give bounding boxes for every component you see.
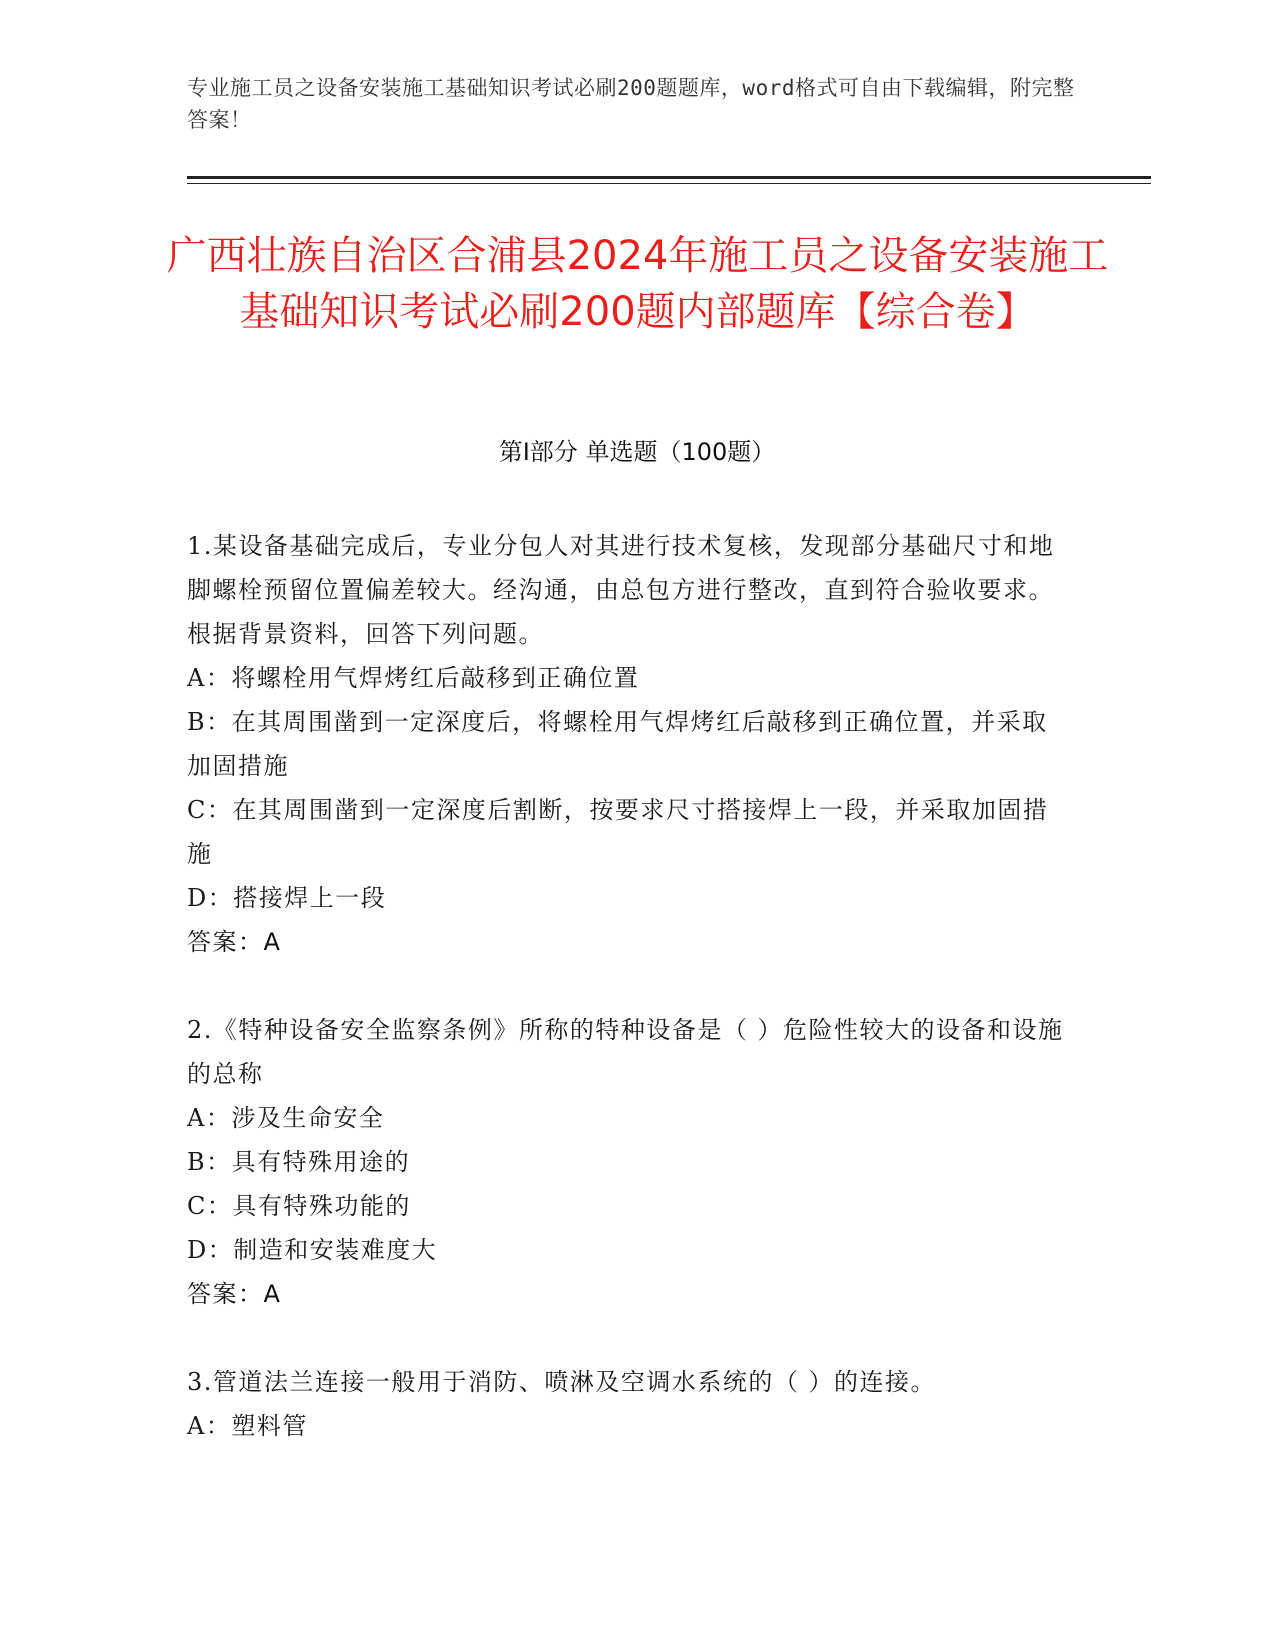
question-stem: 1.某设备基础完成后，专业分包人对其进行技术复核，发现部分基础尺寸和地脚螺栓预留位置偏差较大。经沟通，由总包方进行整改，直到符合验收要求。根据背景资料，回答下列问题。 (187, 532, 1055, 648)
question-option-d: D：制造和安装难度大 (187, 1236, 438, 1264)
question-list (187, 524, 1067, 1492)
question-option-b: B：在其周围凿到一定深度后，将螺栓用气焊烤红后敲移到正确位置，并采取加固措施 (187, 708, 1048, 780)
question-answer: 答案：A (187, 928, 282, 956)
question-stem: 2.《特种设备安全监察条例》所称的特种设备是（ ）危险性较大的设备和设施的总称 (187, 1016, 1064, 1088)
question-option-a: A：塑料管 (187, 1412, 308, 1440)
question-stem: 3.管道法兰连接一般用于消防、喷淋及空调水系统的（ ）的连接。 (187, 1368, 937, 1396)
question-option-c: C：具有特殊功能的 (187, 1192, 411, 1220)
question-option-a: A：将螺栓用气焊烤红后敲移到正确位置 (187, 664, 640, 692)
document-title: 广西壮族自治区合浦县2024年施工员之设备安装施工基础知识考试必刷200题内部题库【综合卷】 (166, 233, 1109, 335)
question-option-c: C：在其周围凿到一定深度后割断，按要求尺寸搭接焊上一段，并采取加固措施 (187, 796, 1049, 868)
question-option-b: B：具有特殊用途的 (187, 1148, 411, 1176)
question-item (187, 1360, 1067, 1448)
header-divider-thick (187, 176, 1151, 179)
header-note: 专业施工员之设备安装施工基础知识考试必刷200题题库，word格式可自由下载编辑，附完整答案！ (187, 76, 1075, 132)
question-option-a: A：涉及生命安全 (187, 1104, 385, 1132)
question-item (187, 524, 1067, 964)
section-title: 第I部分 单选题（100题） (498, 438, 776, 466)
question-item (187, 1008, 1067, 1316)
question-answer: 答案：A (187, 1280, 282, 1308)
header-divider-thin (187, 183, 1151, 184)
question-option-d: D：搭接焊上一段 (187, 884, 387, 912)
